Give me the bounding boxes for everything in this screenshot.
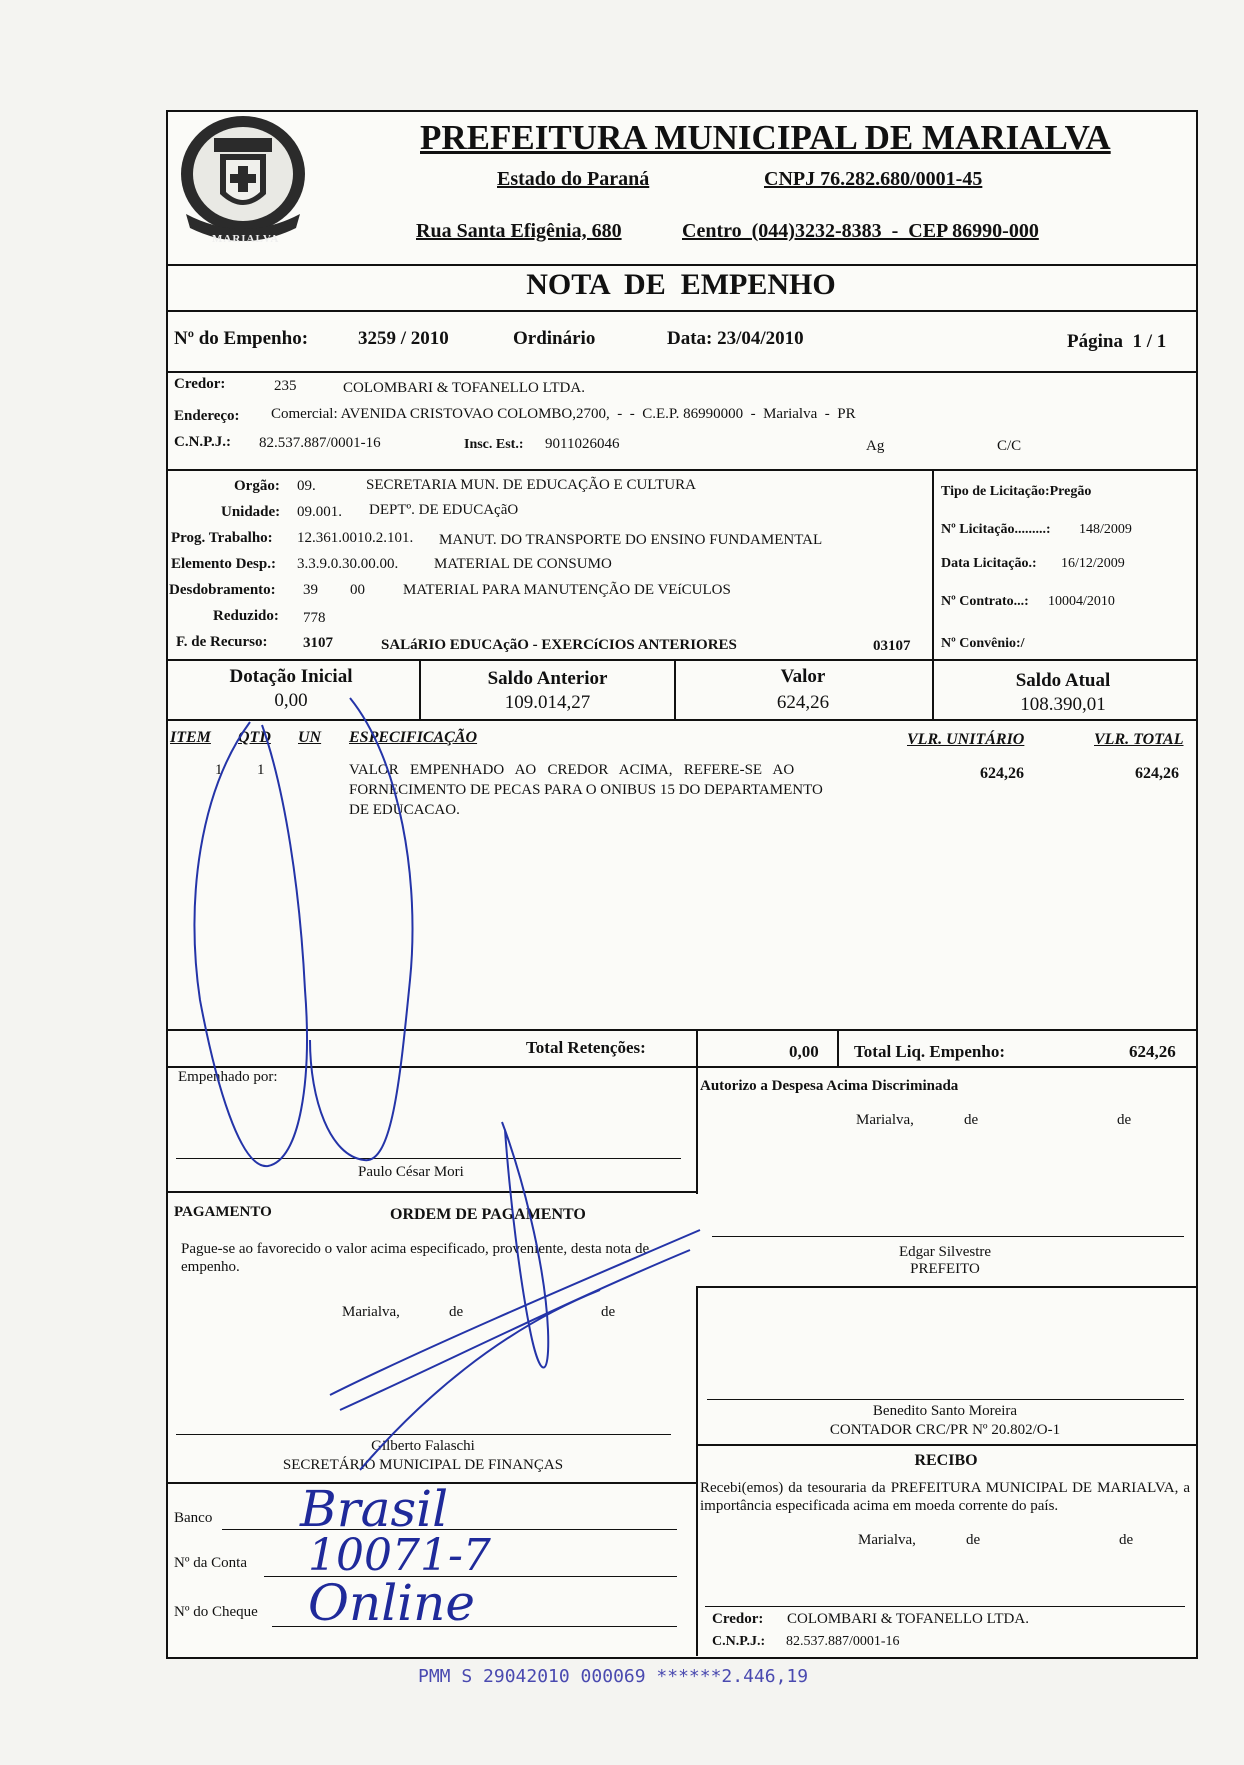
header-contact: Centro (044)3232-8383 - CEP 86990-000	[682, 220, 1039, 242]
autorizo-place: Marialva,	[856, 1112, 914, 1128]
licitacao-data: 16/12/2009	[1061, 556, 1125, 571]
seal-ribbon-text: MARIALVA	[212, 233, 280, 245]
signature-stroke-1	[194, 722, 306, 1166]
credor-label: Credor:	[174, 376, 226, 392]
insc-value: 9011026046	[545, 436, 620, 452]
recibo-place: Marialva,	[858, 1532, 916, 1548]
endereco-label: Endereço:	[174, 408, 240, 424]
banco-handwriting: Brasil	[300, 1480, 449, 1538]
recurso-value: SALáRIO EDUCAçãO - EXERCíCIOS ANTERIORES	[381, 637, 737, 653]
elemento-label: Elemento Desp.:	[171, 556, 276, 572]
dotacao-label: Dotação Inicial	[229, 666, 353, 687]
unidade-label: Unidade:	[221, 504, 281, 520]
prog-label: Prog. Trabalho:	[171, 530, 273, 546]
orgao-label: Orgão:	[234, 478, 280, 494]
col-un: UN	[298, 729, 322, 746]
recibo-de2: de	[1119, 1532, 1134, 1548]
cheque-handwriting: Online	[308, 1574, 475, 1632]
retencoes-label: Total Retenções:	[526, 1038, 646, 1057]
document-title: NOTA DE EMPENHO	[526, 268, 836, 301]
empenhado-label: Empenhado por:	[178, 1069, 278, 1085]
endereco-value: Comercial: AVENIDA CRISTOVAO COLOMBO,2700, - - C.E.P. 86990000 - Marialva - PR	[271, 406, 856, 422]
cnpj-value: 82.537.887/0001-16	[259, 435, 381, 451]
unidade-code: 09.001.	[297, 504, 342, 520]
pagamento-text: Pague-se ao favorecido o valor acima especificado, proveniente, desta nota de empenho.	[181, 1241, 650, 1275]
conta-handwriting: 10071-7	[308, 1530, 491, 1581]
prefeito-signer: Edgar Silvestre	[898, 1244, 992, 1260]
prog-code: 12.361.0010.2.101.	[297, 530, 414, 546]
elemento-code: 3.3.9.0.30.00.00.	[297, 556, 399, 572]
valor-value: 624,26	[776, 692, 830, 713]
financas-role: SECRETÁRIO MUNICIPAL DE FINANÇAS	[282, 1457, 564, 1473]
pagamento-de2: de	[601, 1304, 616, 1320]
unidade-value: DEPTº. DE EDUCAçãO	[369, 502, 519, 518]
financas-signer: Gilberto Falaschi	[371, 1438, 475, 1454]
empenho-type: Ordinário	[513, 328, 596, 349]
col-qtd: QTD	[238, 729, 271, 746]
cheque-label: Nº do Cheque	[174, 1604, 258, 1620]
saldo-anterior-value: 109.014,27	[504, 692, 591, 713]
recibo-label: RECIBO	[914, 1452, 978, 1469]
credor-name: COLOMBARI & TOFANELLO LTDA.	[343, 380, 585, 396]
contador-signer: Benedito Santo Moreira	[872, 1403, 1018, 1419]
footer-stamp: PMM S 29042010 000069 ******2.446,19	[418, 1666, 809, 1687]
row-qtd: 1	[257, 762, 265, 778]
header-cnpj: CNPJ 76.282.680/0001-45	[764, 168, 983, 190]
page-number: Página 1 / 1	[1067, 331, 1167, 352]
prefeito-role: PREFEITO	[910, 1261, 980, 1277]
autorizo-label: Autorizo a Despesa Acima Discriminada	[700, 1078, 959, 1094]
licitacao-numero-label: Nº Licitação.........:	[941, 522, 1051, 537]
signature-stroke-2	[310, 698, 413, 1160]
row-vlr-total: 624,26	[1135, 765, 1179, 782]
desdob-code2: 00	[350, 582, 365, 598]
banco-label: Banco	[174, 1510, 213, 1526]
pagamento-place: Marialva,	[342, 1304, 400, 1320]
header-title: PREFEITURA MUNICIPAL DE MARIALVA	[420, 118, 1111, 157]
licitacao-numero: 148/2009	[1079, 522, 1132, 537]
insc-label: Insc. Est.:	[464, 437, 524, 452]
col-item: ITEM	[170, 729, 211, 746]
desdob-value: MATERIAL PARA MANUTENÇÃO DE VEíCULOS	[403, 582, 731, 598]
liquido-value: 624,26	[1129, 1042, 1176, 1061]
recibo-cnpj: 82.537.887/0001-16	[786, 1634, 900, 1649]
saldo-atual-value: 108.390,01	[1020, 694, 1106, 715]
recibo-cnpj-label: C.N.P.J.:	[712, 1634, 766, 1649]
recibo-credor-label: Credor:	[712, 1611, 764, 1627]
licitacao-tipo: Tipo de Licitação:Pregão	[941, 484, 1092, 499]
ordem-pagamento-label: ORDEM DE PAGAMENTO	[390, 1206, 586, 1223]
row-desc-line2: FORNECIMENTO DE PECAS PARA O ONIBUS 15 DO DEPARTAMENTO	[349, 782, 823, 798]
autorizo-de2: de	[1117, 1112, 1132, 1128]
row-desc-line3: DE EDUCACAO.	[349, 802, 460, 818]
orgao-code: 09.	[297, 478, 316, 494]
row-vlr-unitario: 624,26	[980, 765, 1024, 782]
signature-stroke-4	[330, 1230, 700, 1470]
autorizo-de1: de	[964, 1112, 979, 1128]
recurso-code: 3107	[303, 635, 333, 651]
empenho-label: Nº do Empenho:	[174, 328, 309, 349]
cc-label: C/C	[997, 438, 1022, 454]
contrato-label: Nº Contrato...:	[941, 594, 1029, 609]
prog-value: MANUT. DO TRANSPORTE DO ENSINO FUNDAMENTAL	[439, 532, 823, 548]
ag-label: Ag	[866, 438, 885, 454]
header-state: Estado do Paraná	[497, 168, 650, 190]
col-vlr-total: VLR. TOTAL	[1094, 731, 1184, 748]
col-especificacao: ESPECIFICAÇÃO	[349, 729, 478, 746]
header-address: Rua Santa Efigênia, 680	[416, 220, 622, 242]
orgao-value: SECRETARIA MUN. DE EDUCAÇÃO E CULTURA	[366, 477, 696, 493]
recurso-label: F. de Recurso:	[176, 634, 268, 650]
row-item: 1	[215, 762, 223, 778]
credor-code: 235	[274, 378, 297, 394]
dotacao-value: 0,00	[274, 690, 308, 711]
cnpj-label: C.N.P.J.:	[174, 434, 231, 450]
recibo-credor: COLOMBARI & TOFANELLO LTDA.	[787, 1611, 1029, 1627]
saldo-anterior-label: Saldo Anterior	[487, 668, 608, 689]
retencoes-value: 0,00	[789, 1042, 819, 1061]
row-desc-line1: VALOR EMPENHADO AO CREDOR ACIMA, REFERE-SE AO	[349, 762, 795, 778]
recibo-de1: de	[966, 1532, 981, 1548]
conta-label: Nº da Conta	[174, 1555, 247, 1571]
contador-role: CONTADOR CRC/PR Nº 20.802/O-1	[829, 1422, 1061, 1438]
elemento-value: MATERIAL DE CONSUMO	[434, 556, 612, 572]
liquido-label: Total Liq. Empenho:	[854, 1042, 1005, 1061]
desdob-code1: 39	[303, 582, 318, 598]
empenho-date: Data: 23/04/2010	[667, 328, 804, 349]
empenhado-signer: Paulo César Mori	[358, 1164, 464, 1180]
licitacao-data-label: Data Licitação.:	[941, 556, 1037, 571]
empenho-number: 3259 / 2010	[358, 328, 449, 349]
convenio: Nº Convênio:/	[941, 636, 1025, 651]
saldo-atual-label: Saldo Atual	[1015, 670, 1111, 691]
reduzido-value: 778	[303, 610, 326, 626]
recibo-text: Recebi(emos) da tesouraria da PREFEITURA MUNICIPAL DE MARIALVA, a importância especificada acima em moeda corrente do país.	[700, 1480, 1190, 1514]
desdob-label: Desdobramento:	[169, 582, 276, 598]
contrato-value: 10004/2010	[1048, 594, 1115, 609]
col-vlr-unitario: VLR. UNITÁRIO	[907, 731, 1025, 748]
recurso-code2: 03107	[873, 638, 911, 654]
pagamento-label: PAGAMENTO	[174, 1204, 272, 1220]
pagamento-de1: de	[449, 1304, 464, 1320]
valor-label: Valor	[780, 666, 826, 687]
reduzido-label: Reduzido:	[213, 608, 279, 624]
